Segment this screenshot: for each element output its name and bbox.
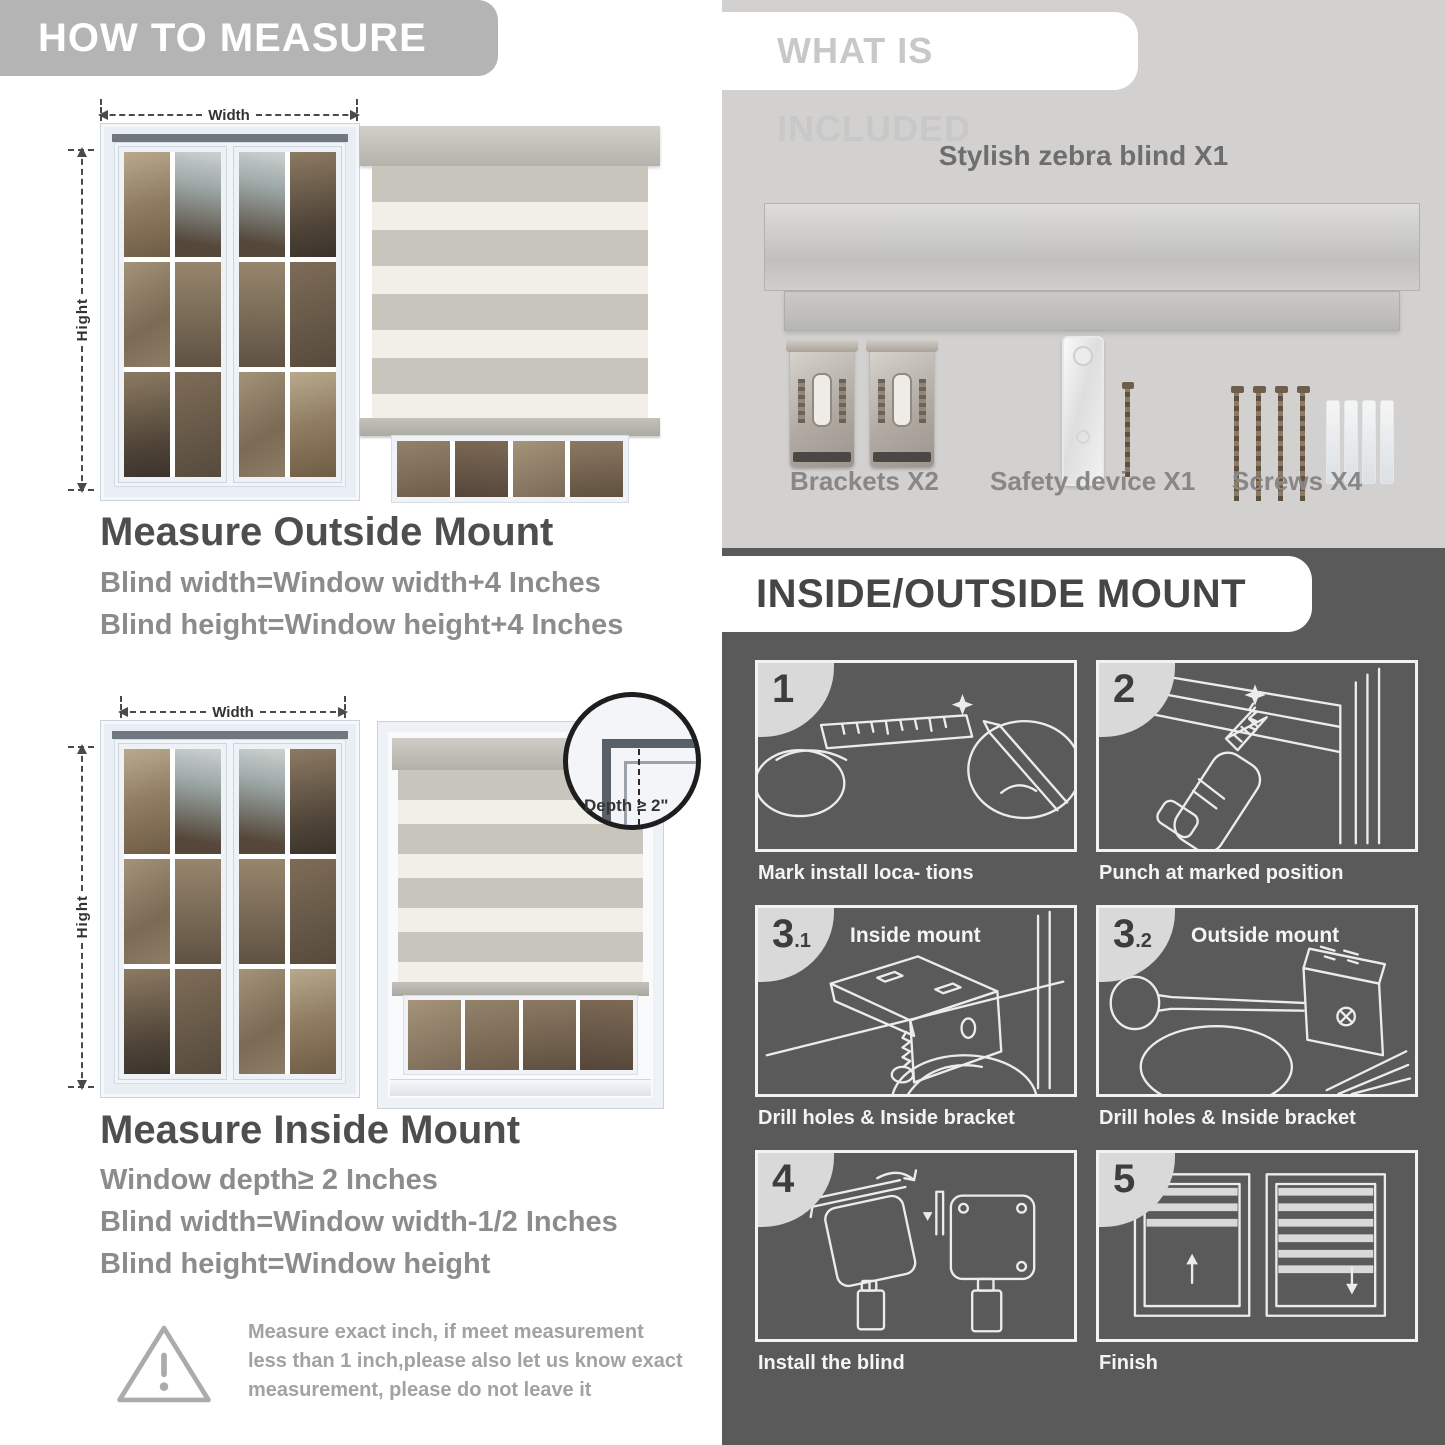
width-label: Width bbox=[208, 106, 250, 124]
width-label: Width bbox=[212, 703, 254, 721]
step-3-2-badge: 3.2 bbox=[1097, 906, 1175, 982]
blind-headrail-fabric-roll bbox=[784, 291, 1400, 331]
blind-bottom-rail bbox=[392, 982, 649, 996]
warning-triangle-icon bbox=[112, 1320, 216, 1408]
step-2-panel bbox=[1096, 660, 1418, 852]
wall-anchor-icon bbox=[1362, 400, 1376, 484]
safety-device-label: Safety device X1 bbox=[990, 466, 1196, 496]
blind-cassette bbox=[360, 126, 660, 166]
step-1-panel bbox=[755, 660, 1077, 852]
how-to-measure-header: HOW TO MEASURE bbox=[0, 0, 498, 76]
step-1-badge: 1 bbox=[756, 661, 834, 737]
step-5-caption: Finish bbox=[1099, 1352, 1158, 1374]
screws-label: Screws X4 bbox=[1232, 466, 1363, 496]
height-label: Hight bbox=[73, 298, 91, 342]
step-5-badge: 5 bbox=[1097, 1151, 1175, 1227]
depth-requirement-label: Depth ≥ 2" bbox=[584, 796, 669, 815]
blind-item-label: Stylish zebra blind X1 bbox=[938, 140, 1229, 171]
height-label: Hight bbox=[73, 895, 91, 939]
step-4-panel bbox=[755, 1150, 1077, 1342]
step-4-badge: 4 bbox=[756, 1151, 834, 1227]
window-sash bbox=[119, 744, 226, 1079]
inside-width-formula: Blind width=Window width-1/2 Inches bbox=[100, 1206, 618, 1238]
bracket-icon bbox=[870, 345, 934, 467]
step-3-2-caption: Drill holes & Inside bracket bbox=[1099, 1107, 1356, 1129]
brackets-label: Brackets X2 bbox=[790, 466, 939, 496]
wall-anchor-icon bbox=[1380, 400, 1394, 484]
blind-headrail-image bbox=[764, 203, 1420, 291]
blind-bottom-rail bbox=[360, 418, 660, 436]
measure-outside-heading: Measure Outside Mount bbox=[100, 510, 554, 554]
inside-outside-mount-header: INSIDE/OUTSIDE MOUNT bbox=[722, 556, 1312, 632]
bracket-icon bbox=[790, 345, 854, 467]
step-3-2-title: Outside mount bbox=[1191, 924, 1340, 947]
step-1-caption: Mark install loca- tions bbox=[758, 862, 974, 884]
step-2-caption: Punch at marked position bbox=[1099, 862, 1344, 884]
window-under-blind bbox=[404, 996, 637, 1074]
window-sash bbox=[119, 147, 226, 482]
width-dimension-arrow bbox=[100, 105, 358, 125]
inside-depth-rule: Window depth≥ 2 Inches bbox=[100, 1164, 438, 1196]
measure-inside-heading: Measure Inside Mount bbox=[100, 1108, 521, 1152]
window-frame bbox=[100, 720, 360, 1098]
zebra-blind-outside-mount bbox=[360, 110, 660, 502]
step-2-badge: 2 bbox=[1097, 661, 1175, 737]
height-dimension-arrow bbox=[72, 746, 92, 1088]
window-photo-outside bbox=[70, 103, 360, 501]
step-4-caption: Install the blind bbox=[758, 1352, 905, 1374]
step-5-panel bbox=[1096, 1150, 1418, 1342]
window-sash bbox=[234, 744, 341, 1079]
outside-height-formula: Blind height=Window height+4 Inches bbox=[100, 609, 624, 641]
step-3-1-caption: Drill holes & Inside bracket bbox=[758, 1107, 1015, 1129]
width-dimension-arrow bbox=[120, 702, 346, 722]
step-3-1-badge: 3.1 bbox=[756, 906, 834, 982]
step-3-1-panel bbox=[755, 905, 1077, 1097]
window-photo-inside bbox=[70, 700, 360, 1098]
safety-device-icon bbox=[1062, 336, 1104, 486]
what-is-included-header: WHAT IS INCLUDED bbox=[722, 12, 1138, 90]
window-frame bbox=[100, 123, 360, 501]
measurement-warning-text: Measure exact inch, if meet measurement less than 1 inch,please also let us know exact measurement, please do not leave it bbox=[248, 1321, 683, 1401]
blind-fabric-stripes bbox=[372, 166, 648, 418]
outside-width-formula: Blind width=Window width+4 Inches bbox=[100, 567, 601, 599]
height-dimension-arrow bbox=[72, 149, 92, 491]
zebra-blind-inside-mount bbox=[378, 722, 669, 1108]
inside-height-formula: Blind height=Window height bbox=[100, 1248, 491, 1280]
step-3-2-panel bbox=[1096, 905, 1418, 1097]
window-sash bbox=[234, 147, 341, 482]
window-under-blind bbox=[392, 436, 628, 502]
safety-screw-icon bbox=[1124, 382, 1132, 478]
step-3-1-title: Inside mount bbox=[850, 924, 981, 947]
